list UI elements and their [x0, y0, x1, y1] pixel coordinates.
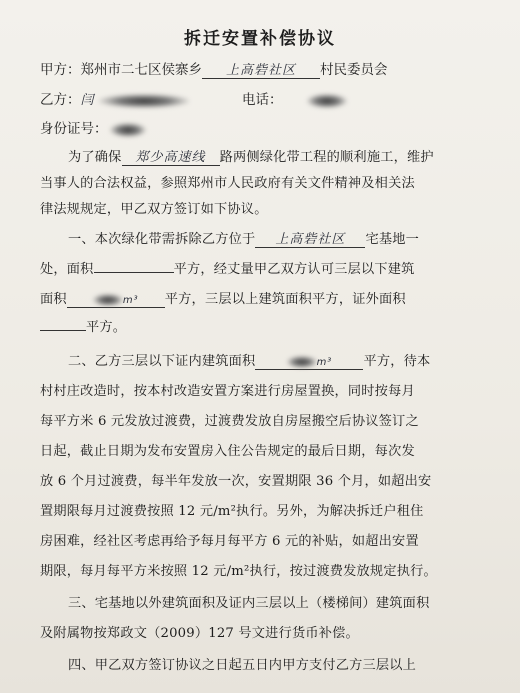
building-area-field — [67, 292, 165, 308]
id-label: 身份证号： — [40, 121, 108, 137]
clause2-line-1 — [68, 350, 480, 370]
clause1-text: 平方。 — [86, 320, 127, 335]
party-b-handwriting: 闫 — [80, 93, 95, 108]
phone-line — [242, 88, 347, 108]
clause3-line-2: 及附属物按郑政文（2009）127 号文进行货币补偿。 — [40, 626, 359, 641]
party-b-prefix: 乙方： — [40, 92, 81, 108]
intro-line-3: 律法规规定，甲乙双方签订如下协议。 — [40, 202, 268, 217]
clause1-text: 宅基地一 — [365, 232, 419, 247]
unit-handwriting: m³ — [316, 357, 333, 368]
clause1-line-2 — [40, 258, 480, 277]
intro-line-1 — [68, 146, 480, 166]
clause2-line-3: 每平方米 6 元发放过渡费，过渡费发放自房屋搬空后协议签订之 — [40, 414, 419, 429]
clause2-line-6: 置期限每月过渡费按照 12 元/m²执行。另外，为解决拆迁户租住 — [40, 504, 424, 519]
redacted-name — [99, 94, 189, 108]
clause2-line-5: 放 6 个月过渡费，每半年发放一次，安置期限 36 个月，如超出安 — [40, 474, 432, 489]
party-a-suffix: 村民委员会 — [320, 62, 388, 78]
phone-label: 电话： — [242, 92, 283, 108]
road-name-handwriting: 郑少高速线 — [122, 146, 220, 166]
clause1-text: 处，面积 — [40, 262, 94, 277]
clause2-line-7: 房困难，经社区考虑再给予每月每平方 6 元的补贴，如超出安置 — [40, 534, 419, 549]
party-a-handwriting: 上高砦社区 — [225, 63, 296, 78]
redacted-area — [93, 294, 123, 306]
clause3-line-1: 三、宅基地以外建筑面积及证内三层以上（楼梯间）建筑面积 — [68, 596, 430, 611]
redacted-id — [110, 123, 146, 137]
intro-text: 为了确保 — [68, 150, 122, 165]
intro-text: 路两侧绿化带工程的顺利施工，维护 — [219, 150, 434, 165]
party-a-prefix: 甲方：郑州市二七区侯寨乡 — [40, 62, 202, 78]
certified-area-field — [255, 354, 363, 370]
document-title: 拆迁安置补偿协议 — [184, 29, 336, 49]
intro-line-2: 当事人的合法权益，参照郑州市人民政府有关文件精神及相关法 — [40, 176, 415, 191]
clause1-line-4 — [40, 316, 480, 335]
clause2-text: 平方，待本 — [363, 354, 431, 369]
clause4-line-1: 四、甲乙双方签订协议之日起五日内甲方支付乙方三层以上 — [68, 658, 417, 673]
party-b-line — [40, 88, 189, 108]
clause1-text: 面积 — [40, 292, 67, 307]
clause2-line-2: 村村庄改造时，按本村改造安置方案进行房屋置换，同时按每月 — [40, 384, 415, 399]
clause2-text: 二、乙方三层以下证内建筑面积 — [68, 354, 256, 369]
id-line — [40, 117, 146, 137]
area-blank — [94, 258, 174, 273]
location-handwriting: 上高砦社区 — [255, 228, 365, 248]
clause2-line-8: 期限，每月每平方米按照 12 元/m²执行，按过渡费发放规定执行。 — [40, 564, 437, 579]
clause1-text: 平方，经丈量甲乙双方认可三层以下建筑 — [173, 262, 415, 277]
unit-handwriting: m³ — [122, 295, 139, 306]
outside-area-blank — [40, 316, 86, 331]
redacted-area — [287, 356, 317, 368]
clause1-line-1 — [68, 228, 480, 248]
party-a-line — [40, 58, 388, 79]
clause1-text: 平方，三层以上建筑面积平方，证外面积 — [164, 292, 406, 307]
party-a-hand-field — [202, 59, 320, 79]
redacted-phone — [307, 94, 347, 108]
clause2-line-4: 日起，截止日期为发布安置房入住公告规定的最后日期，每次发 — [40, 444, 415, 459]
clause1-text: 一、本次绿化带需拆除乙方位于 — [68, 232, 256, 247]
clause1-line-3 — [40, 288, 480, 308]
